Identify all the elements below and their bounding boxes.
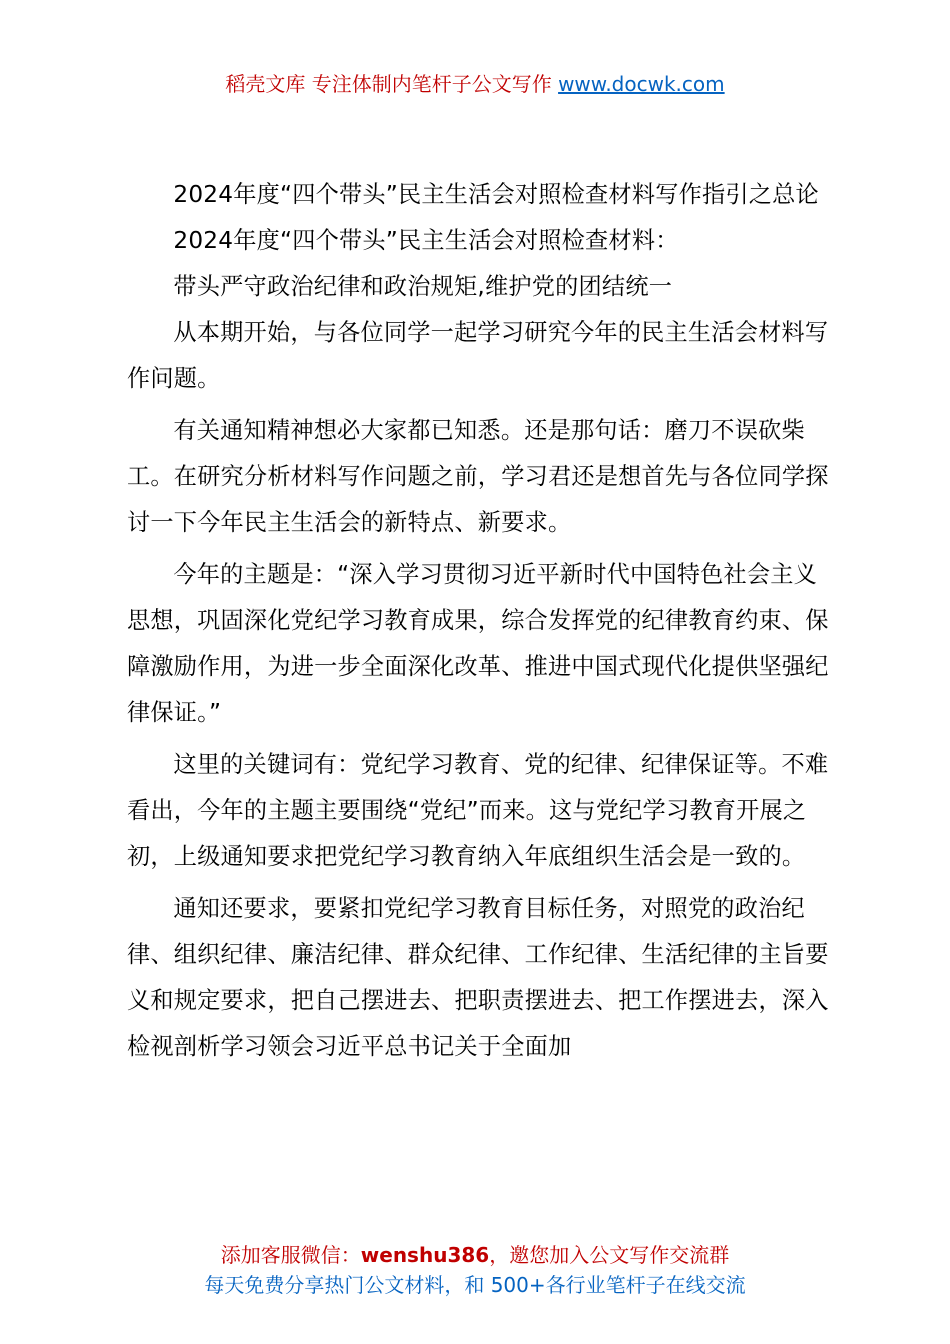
footer-contact-prefix: 添加客服微信： bbox=[220, 1243, 361, 1267]
section-heading: 2024年度“四个带头”民主生活会对照检查材料： bbox=[173, 227, 679, 254]
document-body bbox=[127, 172, 837, 1076]
brand-slogan: 稻壳文库 专注体制内笔杆子公文写作 bbox=[225, 72, 559, 96]
page-header bbox=[0, 70, 950, 98]
wechat-id: wenshu386 bbox=[360, 1243, 490, 1267]
document-title: 2024年度“四个带头”民主生活会对照检查材料写作指引之总论 bbox=[173, 181, 819, 208]
paragraph-intro: 从本期开始，与各位同学一起学习研究今年的民主生活会材料写作问题。 bbox=[127, 319, 829, 392]
page-footer bbox=[0, 1240, 950, 1300]
footer-promo-line: 每天免费分享热门公文材料，和 500+各行业笔杆子在线交流 bbox=[204, 1273, 746, 1297]
footer-contact-suffix: ，邀您加入公文写作交流群 bbox=[489, 1243, 730, 1267]
section-subheading: 带头严守政治纪律和政治规矩,维护党的团结统一 bbox=[173, 273, 673, 300]
paragraph-notice: 有关通知精神想必大家都已知悉。还是那句话：磨刀不误砍柴工。在研究分析材料写作问题之前，学习君还是想首先与各位同学探讨一下今年民主生活会的新特点、新要求。 bbox=[127, 417, 829, 536]
paragraph-theme: 今年的主题是：“深入学习贯彻习近平新时代中国特色社会主义思想，巩固深化党纪学习教育成果，综合发挥党的纪律教育约束、保障激励作用，为进一步全面深化改革、推进中国式现代化提供坚强纪律保证。” bbox=[127, 561, 829, 726]
paragraph-keywords: 这里的关键词有：党纪学习教育、党的纪律、纪律保证等。不难看出，今年的主题主要围绕“党纪”而来。这与党纪学习教育开展之初，上级通知要求把党纪学习教育纳入年底组织生活会是一致的。 bbox=[127, 751, 829, 870]
paragraph-requirements: 通知还要求，要紧扣党纪学习教育目标任务，对照党的政治纪律、组织纪律、廉洁纪律、群众纪律、工作纪律、生活纪律的主旨要义和规定要求，把自己摆进去、把职责摆进去、把工作摆进去，深入检视剖析学习领会习近平总书记关于全面加 bbox=[127, 895, 829, 1060]
site-link[interactable]: www.docwk.com bbox=[558, 72, 725, 96]
footer-contact-line bbox=[0, 1240, 950, 1270]
